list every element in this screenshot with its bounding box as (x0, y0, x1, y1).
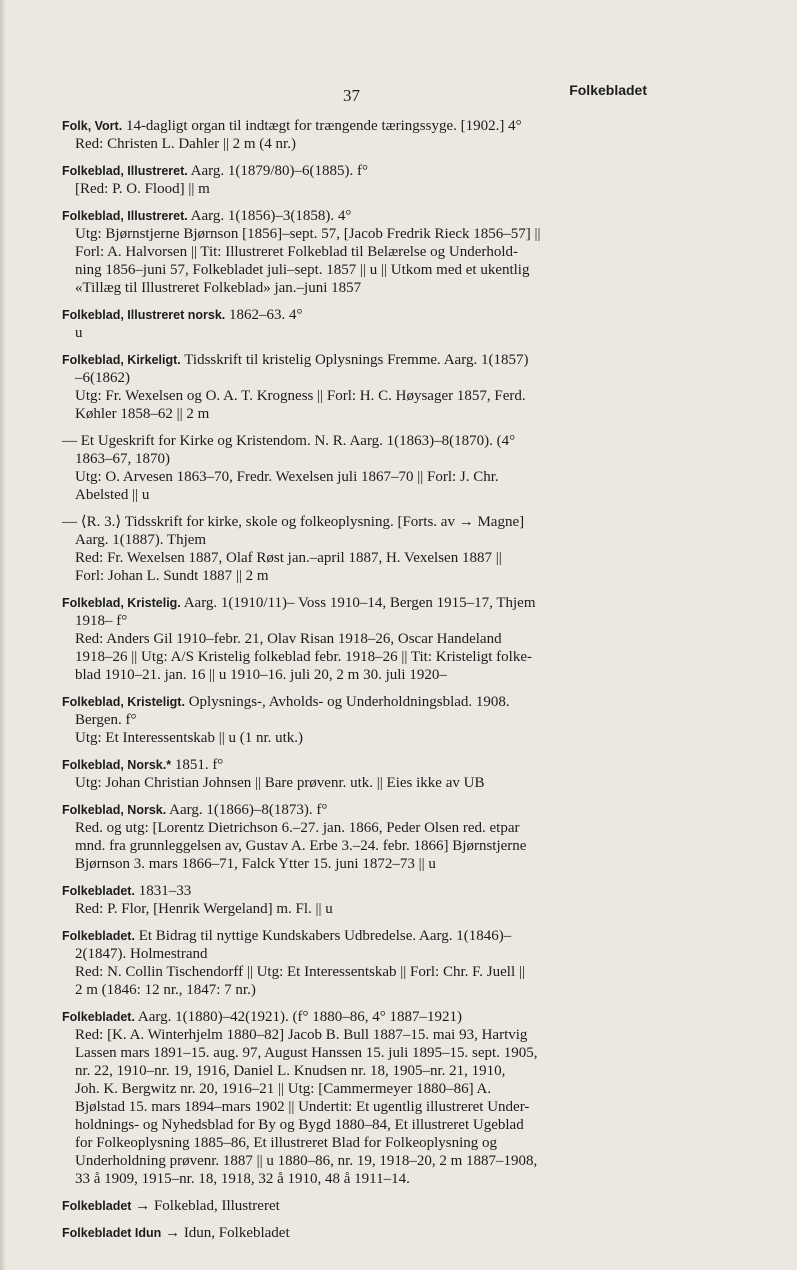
entry-first-line (62, 882, 652, 900)
entry-first-line (62, 594, 652, 612)
entry-first-text: Tidsskrift til kristelig Oplysnings Fremme. Aarg. 1(1857) (180, 352, 529, 368)
entry-detail-line: 1918–26 || Utg: A/S Kristelig folkeblad febr. 1918–26 || Tit: Kristeligt folke- (75, 649, 532, 665)
entry-detail-line: 1863–67, 1870) (75, 451, 170, 467)
entry-first-text: Aarg. 1(1866)–8(1873). f° (166, 802, 328, 818)
bibliography-entry (62, 351, 652, 423)
entry-first-text: Oplysnings-, Avholds- og Underholdningsblad. 1908. (184, 694, 510, 710)
entry-detail-line: mnd. fra grunnleggelsen av, Gustav A. Erbe 3.–24. febr. 1866] Bjørnstjerne (75, 838, 527, 854)
entry-detail-line: Red: Christen L. Dahler || 2 m (4 nr.) (75, 136, 296, 152)
entry-detail-line: Red. og utg: [Lorentz Dietrichson 6.–27. jan. 1866, Peder Olsen red. etpar (75, 820, 520, 836)
entry-detail-line: Utg: Et Interessentskab || u (1 nr. utk.) (75, 730, 304, 746)
entry-detail-line: Forl: A. Halvorsen || Tit: Illustreret Folkeblad til Belærelse og Underhold- (75, 244, 519, 260)
entry-detail-line: 1918– f° (75, 613, 128, 629)
entry-first-line (62, 801, 652, 819)
entry-detail-line: Red: [K. A. Winterhjelm 1880–82] Jacob B. Bull 1887–15. mai 93, Hartvig (75, 1027, 528, 1043)
entry-first-line (62, 306, 652, 324)
entry-detail-line: Bjørnson 3. mars 1866–71, Falck Ytter 15. juni 1872–73 || u (75, 856, 436, 872)
entry-first-text: → Idun, Folkebladet (161, 1225, 290, 1241)
entry-detail-line: Red: N. Collin Tischendorff || Utg: Et Interessentskab || Forl: Chr. F. Juell || (75, 964, 525, 980)
bibliography-entry (62, 432, 652, 504)
entry-detail-line: «Tillæg til Illustreret Folkeblad» jan.–juni 1857 (75, 280, 362, 296)
entry-first-line (62, 432, 652, 450)
entry-first-line (62, 207, 652, 225)
entry-first-text: — Et Ugeskrift for Kirke og Kristendom. N. R. Aarg. 1(1863)–8(1870). (4° (62, 433, 516, 449)
entry-first-line (62, 351, 652, 369)
entry-detail-line: for Folkeoplysning 1885–86, Et illustreret Blad for Folkeoplysning og (75, 1135, 498, 1151)
entry-first-text: Aarg. 1(1880)–42(1921). (f° 1880–86, 4° 1887–1921) (134, 1009, 463, 1025)
bibliography-entry (62, 801, 652, 873)
entry-detail-line: Red: Fr. Wexelsen 1887, Olaf Røst jan.–april 1887, H. Vexelsen 1887 || (75, 550, 502, 566)
entry-first-line (62, 1224, 652, 1242)
entry-first-text: → Folkeblad, Illustreret (131, 1198, 280, 1214)
entry-first-text: Aarg. 1(1856)–3(1858). 4° (187, 208, 352, 224)
bibliography-entry (62, 162, 652, 198)
entry-first-line (62, 693, 652, 711)
entry-first-text: 14-dagligt organ til indtægt for trængende tæringssyge. [1902.] 4° (122, 118, 522, 134)
entry-first-text: — ⟨R. 3.⟩ Tidsskrift for kirke, skole og folkeoplysning. [Forts. av → Magne] (62, 514, 525, 530)
entry-heading: Folkeblad, Kristelig. (62, 596, 181, 610)
entry-detail-line: 33 å 1909, 1915–nr. 18, 1918, 32 å 1910, 48 å 1911–14. (75, 1171, 410, 1187)
entry-heading: Folkebladet. (62, 929, 135, 943)
entry-detail-line: ning 1856–juni 57, Folkebladet juli–sept. 1857 || u || Utkom med et ukentlig (75, 262, 530, 278)
entry-first-line (62, 756, 652, 774)
entry-detail-line: [Red: P. O. Flood] || m (75, 181, 210, 197)
entry-detail-line: Abelsted || u (75, 487, 150, 503)
entry-detail-line: Forl: Johan L. Sundt 1887 || 2 m (75, 568, 269, 584)
bibliography-entries (62, 117, 652, 1251)
entry-first-text: 1831–33 (134, 883, 192, 899)
bibliography-entry (62, 1197, 652, 1215)
entry-detail-line: blad 1910–21. jan. 16 || u 1910–16. juli 20, 2 m 30. juli 1920– (75, 667, 447, 683)
bibliography-entry (62, 693, 652, 747)
entry-detail-line: Utg: Fr. Wexelsen og O. A. T. Krogness || Forl: H. C. Høysager 1857, Ferd. (75, 388, 526, 404)
bibliography-entry (62, 756, 652, 792)
entry-first-line (62, 1008, 652, 1026)
entry-heading: Folkeblad, Norsk. (62, 803, 167, 817)
entry-detail-line: Aarg. 1(1887). Thjem (75, 532, 207, 548)
entry-first-line (62, 927, 652, 945)
page-edge-shadow (0, 0, 6, 1270)
entry-first-line (62, 1197, 652, 1215)
entry-detail-line: Utg: Bjørnstjerne Bjørnson [1856]–sept. 57, [Jacob Fredrik Rieck 1856–57] || (75, 226, 541, 242)
bibliography-entry (62, 1224, 652, 1242)
entry-detail-line: u (75, 325, 83, 341)
entry-heading: Folkebladet. (62, 884, 135, 898)
bibliography-entry (62, 882, 652, 918)
entry-first-text: Et Bidrag til nyttige Kundskabers Udbredelse. Aarg. 1(1846)– (134, 928, 512, 944)
entry-detail-line: Lassen mars 1891–15. aug. 97, August Hanssen 15. juli 1895–15. sept. 1905, (75, 1045, 538, 1061)
entry-heading: Folkebladet. (62, 1010, 135, 1024)
entry-detail-line: holdnings- og Nyhedsblad for By og Bygd 1880–84, Et illustreret Ugeblad (75, 1117, 524, 1133)
entry-heading: Folkeblad, Illustreret norsk. (62, 308, 226, 322)
running-title: Folkebladet (569, 82, 647, 98)
entry-first-line (62, 513, 652, 531)
page-number: 37 (343, 86, 360, 105)
bibliography-entry (62, 306, 652, 342)
entry-heading: Folkeblad, Kristeligt. (62, 695, 185, 709)
entry-first-text: Aarg. 1(1879/80)–6(1885). f° (187, 163, 369, 179)
entry-first-line (62, 117, 652, 135)
entry-heading: Folkeblad, Norsk.* (62, 758, 172, 772)
entry-detail-line: Red: Anders Gil 1910–febr. 21, Olav Risan 1918–26, Oscar Handeland (75, 631, 502, 647)
bibliography-entry (62, 594, 652, 684)
entry-detail-line: Utg: O. Arvesen 1863–70, Fredr. Wexelsen juli 1867–70 || Forl: J. Chr. (75, 469, 499, 485)
entry-detail-line: Bjølstad 15. mars 1894–mars 1902 || Undertit: Et ugentlig illustreret Under- (75, 1099, 530, 1115)
entry-detail-line: –6(1862) (75, 370, 130, 386)
entry-heading: Folkebladet Idun (62, 1226, 162, 1240)
entry-first-text: 1851. f° (171, 757, 224, 773)
entry-detail-line: 2 m (1846: 12 nr., 1847: 7 nr.) (75, 982, 256, 998)
entry-detail-line: Bergen. f° (75, 712, 137, 728)
bibliography-entry (62, 117, 652, 153)
bibliography-entry (62, 207, 652, 297)
entry-detail-line: Køhler 1858–62 || 2 m (75, 406, 210, 422)
entry-detail-line: Utg: Johan Christian Johnsen || Bare prøvenr. utk. || Eies ikke av UB (75, 775, 485, 791)
entry-detail-line: 2(1847). Holmestrand (75, 946, 208, 962)
entry-heading: Folkeblad, Illustreret. (62, 209, 188, 223)
entry-detail-line: Joh. K. Bergwitz nr. 20, 1916–21 || Utg: [Cammermeyer 1880–86] A. (75, 1081, 492, 1097)
entry-heading: Folkebladet (62, 1199, 132, 1213)
entry-first-text: Aarg. 1(1910/11)– Voss 1910–14, Bergen 1915–17, Thjem (180, 595, 536, 611)
bibliography-entry (62, 513, 652, 585)
bibliography-entry (62, 927, 652, 999)
entry-detail-line: nr. 22, 1910–nr. 19, 1916, Daniel L. Knudsen nr. 18, 1905–nr. 21, 1910, (75, 1063, 506, 1079)
entry-first-text: 1862–63. 4° (225, 307, 303, 323)
bibliography-entry (62, 1008, 652, 1188)
entry-heading: Folkeblad, Illustreret. (62, 164, 188, 178)
entry-first-line (62, 162, 652, 180)
entry-heading: Folkeblad, Kirkeligt. (62, 353, 181, 367)
entry-detail-line: Underholdning prøvenr. 1887 || u 1880–86, nr. 19, 1918–20, 2 m 1887–1908, (75, 1153, 538, 1169)
entry-detail-line: Red: P. Flor, [Henrik Wergeland] m. Fl. || u (75, 901, 333, 917)
entry-heading: Folk, Vort. (62, 119, 123, 133)
